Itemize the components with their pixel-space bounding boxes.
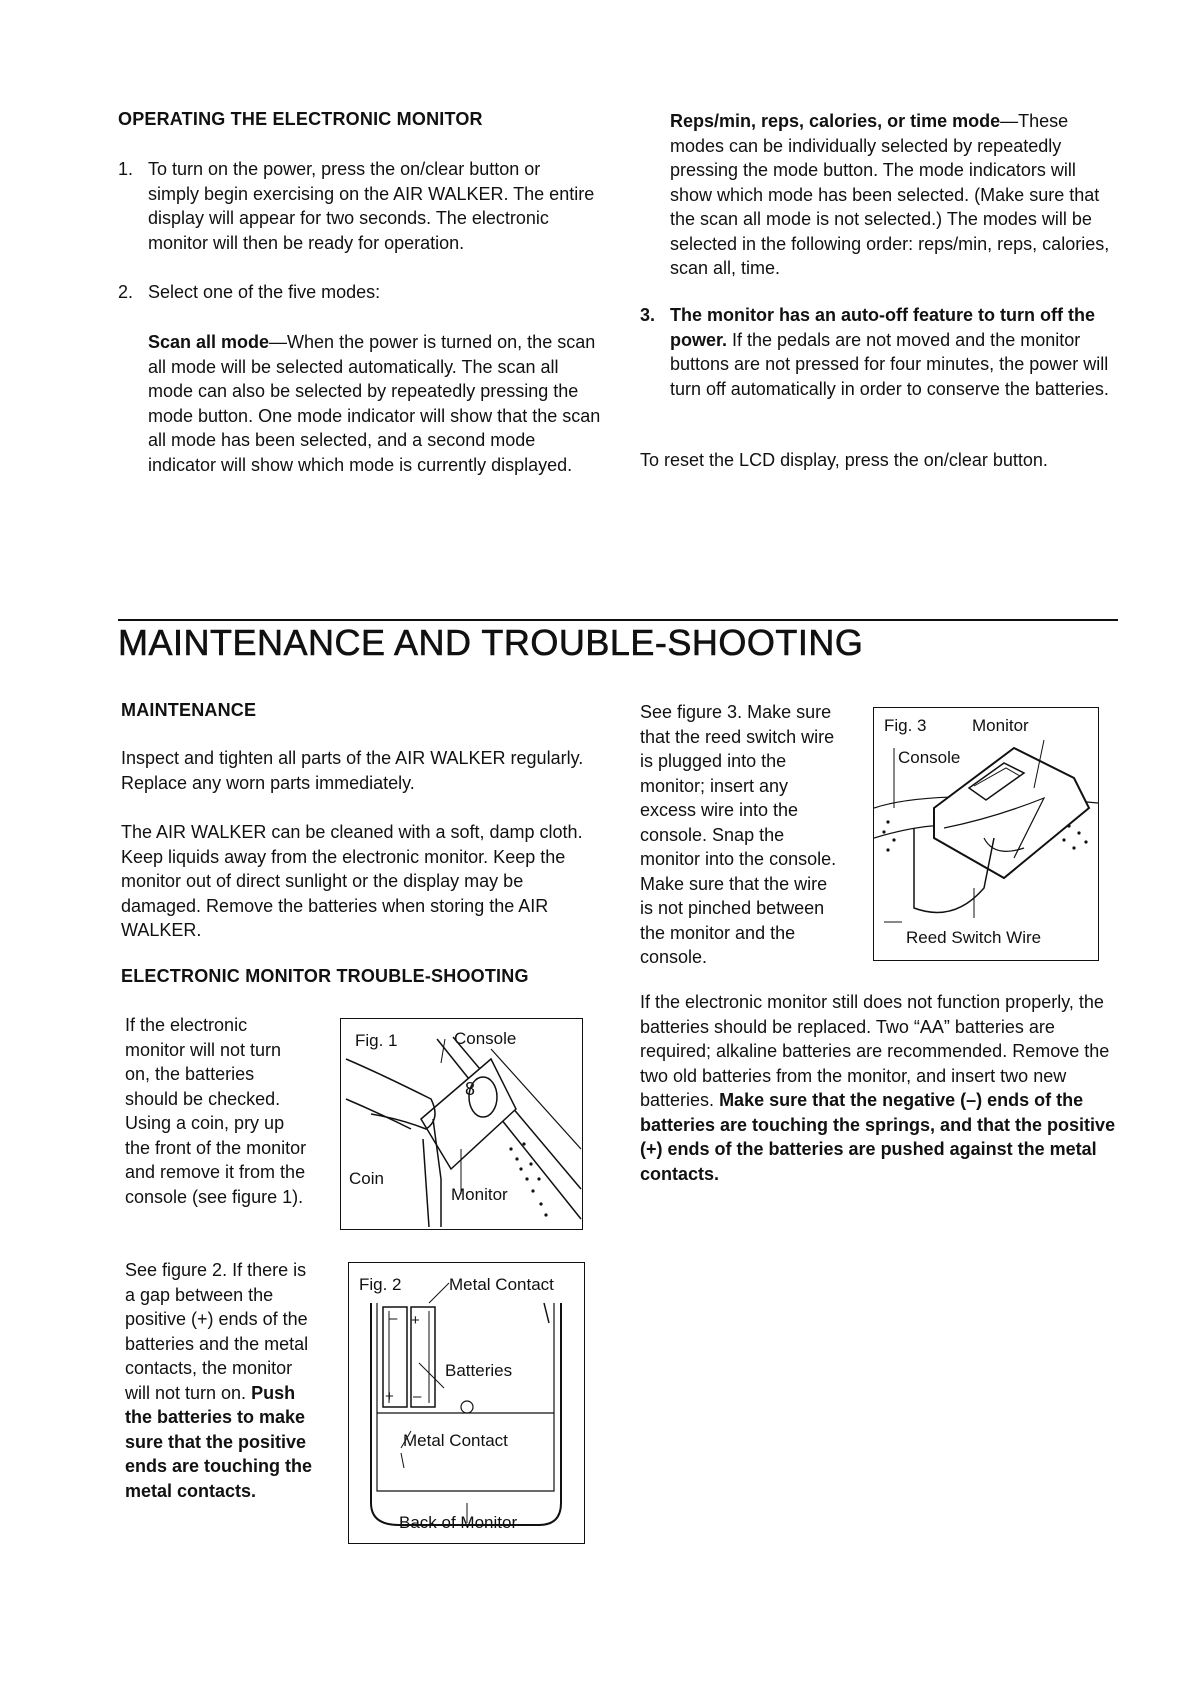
step-1-text: To turn on the power, press the on/clear button or simply begin exercising on the AIR WALKER. The entire display will appear for two seconds. The electronic monitor will then be ready for operation.	[148, 159, 595, 253]
figure-2-metal-contact-bottom-label: Metal Contact	[403, 1431, 508, 1450]
reps-mode-text: —These modes can be individually selected by repeatedly pressing the mode button. The mode indicators will show which mode has been selected. (Make sure that the scan all mode is not selected.) The modes will be selected in the following order: reps/min, reps, calories, scan all, time.	[670, 111, 1110, 278]
auto-off-label: The monitor has an auto-off feature to turn off the power.	[670, 305, 1095, 350]
scan-all-mode-label: Scan all mode	[148, 332, 270, 352]
figure-1	[340, 1018, 583, 1230]
figure-2-back-of-monitor-label: Back of Monitor	[399, 1513, 518, 1532]
fig2-emphasis: Push the batteries to make sure that the positive ends are touching the metal contacts.	[125, 1382, 313, 1501]
fig2-text: See figure 2. If there is a gap between the positive (+) ends of the batteries and the metal contacts, the monitor will not turn on.	[125, 1260, 309, 1403]
maintenance-heading: MAINTENANCE	[121, 700, 257, 720]
step-1	[118, 157, 596, 255]
scan-all-mode-paragraph	[148, 330, 603, 477]
battery-replacement-text: If the electronic monitor still does not function properly, the batteries should be replaced. Two “AA” batteries are required; alkaline batteries are recommended. Remove the two old batteries from the monitor, and insert two new batteries.	[640, 992, 1110, 1110]
scan-all-mode-text: —When the power is turned on, the scan all mode will be selected automatically. The scan all mode can also be selected by repeatedly pressing the mode button. One mode indicator will show that the scan all mode has been selected, and a second mode indicator will show which mode is currently displayed.	[148, 332, 601, 475]
figure-3-illustration	[874, 708, 1098, 960]
auto-off-text: If the pedals are not moved and the monitor buttons are not pressed for four minutes, the power will turn off automatically in order to conserve the batteries.	[670, 329, 1109, 399]
fig1-instructions: If the electronic monitor will not turn on, the batteries should be checked. Using a coin, pry up the front of the monitor and remove it from the console (see figure 1).	[125, 1015, 307, 1207]
step-2-text: Select one of the five modes:	[148, 282, 381, 302]
step-1-number: 1.	[118, 159, 134, 179]
figure-3-reed-switch-label: Reed Switch Wire	[906, 928, 1042, 947]
fig3-instructions: See figure 3. Make sure that the reed switch wire is plugged into the monitor; insert any excess wire into the console. Snap the monitor into the console. Make sure that the wire is not pinched between the monitor and the console.	[640, 702, 837, 967]
figure-2-plus-top: +	[411, 1312, 420, 1329]
figure-2	[348, 1262, 585, 1544]
figure-1-monitor-label: Monitor	[451, 1185, 508, 1204]
figure-2-minus-bottom: –	[413, 1388, 422, 1405]
figure-2-title: Fig. 2	[359, 1275, 402, 1294]
step-3	[640, 303, 1118, 401]
maintenance-title: MAINTENANCE AND TROUBLE-SHOOTING	[118, 622, 864, 663]
battery-replacement-paragraph	[640, 990, 1118, 1186]
figure-3-monitor-label: Monitor	[972, 716, 1029, 735]
figure-1-title: Fig. 1	[355, 1031, 398, 1050]
figure-2-batteries-label: Batteries	[445, 1361, 513, 1380]
figure-3-console-label: Console	[898, 748, 961, 767]
figure-1-display-digit: 8	[465, 1079, 476, 1099]
reps-mode-paragraph	[670, 109, 1118, 281]
fig2-instructions	[125, 1258, 315, 1503]
section-divider	[118, 619, 1118, 621]
maintenance-para-2: The AIR WALKER can be cleaned with a soft, damp cloth. Keep liquids away from the electronic monitor. Keep the monitor out of direct sunlight or the display may be damaged. Remove the batteries when storing the AIR WALKER.	[121, 822, 583, 940]
figure-3-title: Fig. 3	[884, 716, 927, 735]
step-2-number: 2.	[118, 282, 134, 302]
step-3-number: 3.	[640, 305, 656, 325]
reps-mode-label: Reps/min, reps, calories, or time mode	[670, 111, 1001, 131]
figure-2-metal-contact-top-label: Metal Contact	[449, 1275, 554, 1294]
figure-2-minus-top: –	[389, 1310, 398, 1327]
reset-instruction: To reset the LCD display, press the on/clear button.	[640, 450, 1048, 470]
battery-replacement-emphasis: Make sure that the negative (–) ends of the batteries are touching the springs, and that the positive (+) ends of the batteries are pushed against the metal contacts.	[640, 1090, 1116, 1184]
operating-heading: OPERATING THE ELECTRONIC MONITOR	[118, 109, 483, 129]
figure-1-console-label: Console	[454, 1029, 517, 1048]
figure-1-coin-label: Coin	[349, 1169, 384, 1188]
troubleshooting-heading: ELECTRONIC MONITOR TROUBLE-SHOOTING	[121, 966, 529, 986]
maintenance-para-1: Inspect and tighten all parts of the AIR WALKER regularly. Replace any worn parts immediately.	[121, 748, 584, 793]
figure-2-plus-bottom: +	[385, 1388, 394, 1405]
step-2	[118, 280, 596, 305]
figure-3	[873, 707, 1099, 961]
